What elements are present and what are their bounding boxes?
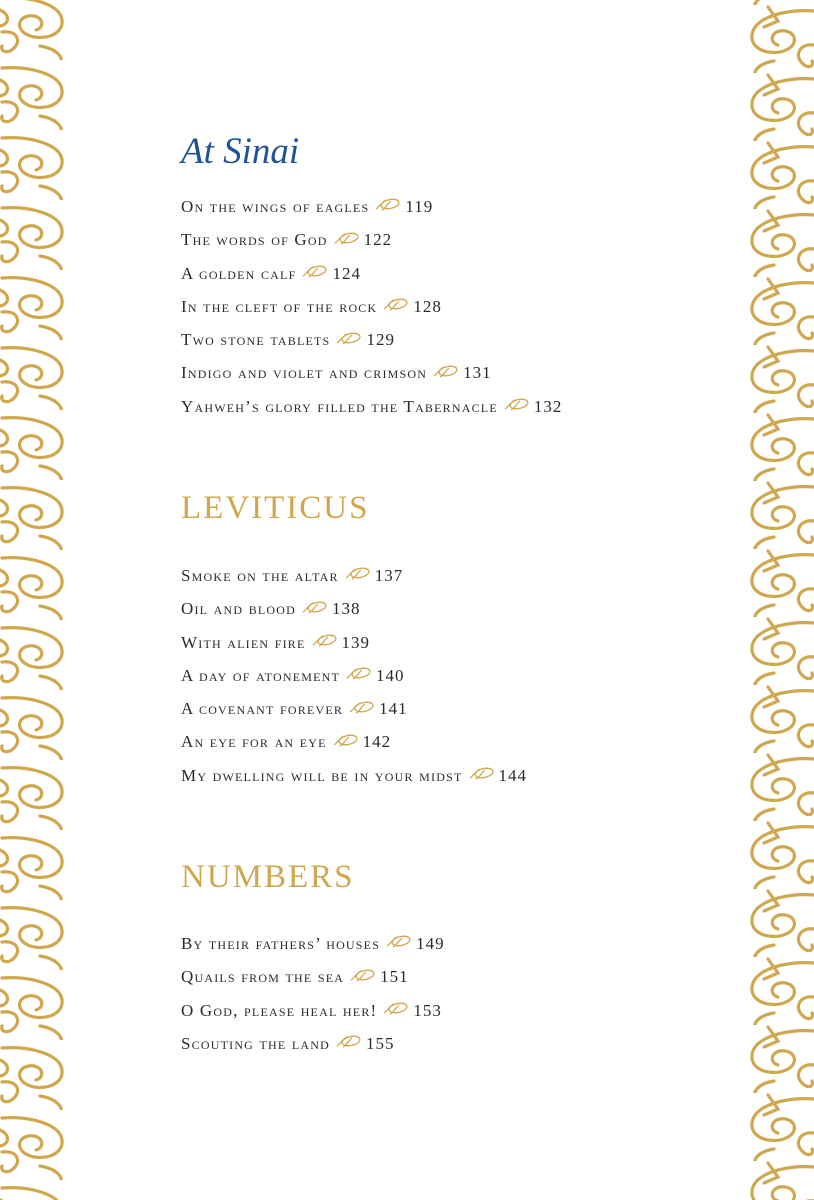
entry-title: Indigo and violet and crimson (181, 363, 428, 383)
section-numbers (181, 857, 741, 897)
toc-entry[interactable] (181, 725, 527, 758)
page-number: 140 (376, 665, 405, 685)
flourish-ornament-icon (336, 323, 362, 356)
page-number: 144 (498, 765, 528, 785)
flourish-ornament-icon (433, 356, 459, 389)
entry-title: Smoke on the altar (181, 566, 339, 585)
section-at-sinai (181, 132, 741, 172)
page-number: 139 (341, 632, 371, 652)
section-heading: At Sinai (181, 131, 300, 172)
right-scroll-border (748, 0, 814, 1200)
flourish-ornament-icon (302, 256, 328, 289)
page-number: 142 (362, 732, 392, 752)
flourish-ornament-icon (383, 289, 409, 322)
page-number: 122 (363, 230, 393, 250)
entry-title: My dwelling will be in your midst (181, 765, 463, 785)
flourish-ornament-icon (469, 758, 495, 791)
toc-entry[interactable] (181, 356, 562, 389)
toc-entry[interactable] (181, 559, 527, 592)
section-numbers-entries (181, 927, 445, 1060)
page-number: 153 (413, 1000, 442, 1020)
flourish-ornament-icon (383, 993, 409, 1026)
toc-entry[interactable] (181, 223, 562, 256)
flourish-ornament-icon (302, 592, 328, 625)
page-number: 132 (533, 396, 563, 416)
entry-title: A covenant forever (181, 699, 344, 719)
page-number: 129 (366, 330, 395, 350)
entry-title: Scouting the land (181, 1033, 331, 1053)
entry-title: Two stone tablets (181, 330, 331, 350)
page-number: 119 (405, 197, 434, 216)
toc-entry[interactable] (181, 290, 562, 323)
flourish-ornament-icon (386, 926, 412, 959)
flourish-ornament-icon (336, 1026, 362, 1059)
section-heading: NUMBERS (181, 859, 355, 895)
toc-entry[interactable] (181, 190, 562, 223)
flourish-ornament-icon (375, 189, 401, 222)
flourish-ornament-icon (312, 625, 338, 658)
section-leviticus-entries (181, 559, 527, 792)
section-heading: LEVITICUS (181, 490, 370, 526)
entry-title: Oil and blood (181, 599, 297, 619)
table-of-contents (181, 0, 741, 1200)
entry-title: O God, please heal her! (181, 1000, 378, 1020)
page-number: 151 (380, 967, 409, 987)
toc-entry[interactable] (181, 927, 445, 960)
page-number: 137 (374, 566, 404, 585)
toc-entry[interactable] (181, 1027, 445, 1060)
entry-title: A golden calf (181, 263, 297, 283)
toc-entry[interactable] (181, 592, 527, 625)
toc-entry[interactable] (181, 390, 562, 423)
page-number: 124 (332, 263, 361, 283)
page-number: 128 (413, 296, 442, 316)
page-number: 138 (332, 599, 361, 619)
section-at-sinai-entries (181, 190, 562, 423)
entry-title: By their fathers’ houses (181, 934, 381, 953)
toc-entry[interactable] (181, 659, 527, 692)
toc-entry[interactable] (181, 759, 527, 792)
page-number: 131 (463, 363, 492, 383)
flourish-ornament-icon (350, 960, 376, 993)
page-number: 155 (366, 1033, 395, 1053)
toc-entry[interactable] (181, 323, 562, 356)
entry-title: On the wings of eagles (181, 197, 370, 216)
entry-title: The words of God (181, 230, 328, 250)
entry-title: With alien fire (181, 632, 306, 652)
toc-entry[interactable] (181, 626, 527, 659)
toc-entry[interactable] (181, 960, 445, 993)
flourish-ornament-icon (349, 692, 375, 725)
flourish-ornament-icon (345, 558, 371, 591)
toc-entry[interactable] (181, 692, 527, 725)
toc-entry[interactable] (181, 257, 562, 290)
entry-title: Quails from the sea (181, 967, 345, 987)
page-number: 149 (416, 934, 445, 953)
entry-title: A day of atonement (181, 665, 341, 685)
flourish-ornament-icon (346, 658, 372, 691)
entry-title: An eye for an eye (181, 732, 327, 752)
toc-entry[interactable] (181, 994, 445, 1027)
entry-title: Yahweh’s glory filled the Tabernacle (181, 396, 498, 416)
page-number: 141 (379, 699, 408, 719)
flourish-ornament-icon (333, 725, 359, 758)
entry-title: In the cleft of the rock (181, 296, 378, 316)
flourish-ornament-icon (334, 223, 360, 256)
flourish-ornament-icon (504, 389, 530, 422)
left-scroll-border (0, 0, 72, 1200)
section-leviticus (181, 488, 741, 528)
